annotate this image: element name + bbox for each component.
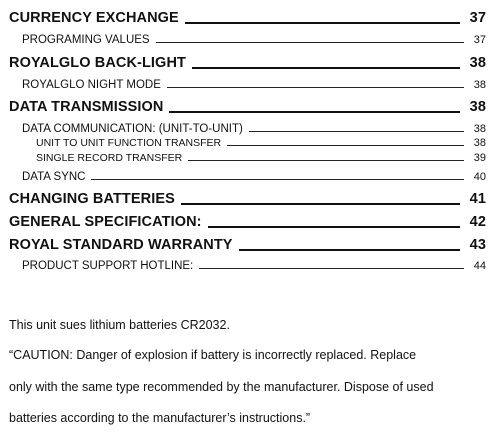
- toc-leader-line: [208, 226, 460, 228]
- toc-entry-single-record-transfer[interactable]: [36, 151, 486, 164]
- toc-leader-line: [169, 111, 459, 113]
- toc-entry-title: ROYAL STANDARD WARRANTY: [9, 237, 233, 253]
- toc-leader-line: [91, 179, 463, 180]
- caution-text-line-3: batteries according to the manufacturer’s instructions.”: [9, 411, 311, 425]
- toc-entry-title: PROGRAMING VALUES: [22, 34, 150, 46]
- toc-leader-line: [181, 203, 460, 205]
- toc-entry-page: 37: [469, 10, 486, 26]
- toc-entry-royalglo-back-light[interactable]: [9, 53, 486, 71]
- toc-leader-line: [239, 249, 460, 251]
- toc-entry-page: 39: [473, 152, 486, 164]
- toc-entry-title: SINGLE RECORD TRANSFER: [36, 152, 183, 164]
- toc-entry-page: 40: [473, 171, 486, 183]
- toc-entry-title: GENERAL SPECIFICATION:: [9, 214, 202, 230]
- toc-entry-programing-values[interactable]: [22, 32, 486, 46]
- toc-entry-title: DATA COMMUNICATION: (UNIT-TO-UNIT): [22, 123, 243, 135]
- toc-entry-product-support-hotline[interactable]: [22, 258, 486, 272]
- toc-entry-data-communication[interactable]: [22, 121, 486, 135]
- toc-entry-data-transmission[interactable]: [9, 97, 486, 115]
- toc-entry-data-sync[interactable]: [22, 169, 486, 183]
- toc-leader-line: [156, 42, 464, 43]
- toc-entry-royal-standard-warranty[interactable]: [9, 235, 486, 253]
- toc-entry-title: PRODUCT SUPPORT HOTLINE:: [22, 260, 194, 272]
- toc-entry-changing-batteries[interactable]: [9, 189, 486, 207]
- toc-entry-page: 38: [473, 123, 486, 135]
- toc-entry-page: 42: [469, 214, 486, 230]
- toc-entry-currency-exchange[interactable]: [9, 8, 486, 26]
- battery-type-note: This unit sues lithium batteries CR2032.: [9, 318, 230, 332]
- toc-entry-title: UNIT TO UNIT FUNCTION TRANSFER: [36, 137, 222, 149]
- toc-leader-line: [199, 268, 463, 269]
- toc-leader-line: [167, 87, 464, 88]
- toc-entry-title: CHANGING BATTERIES: [9, 191, 175, 207]
- toc-entry-page: 41: [469, 191, 486, 207]
- toc-entry-title: ROYALGLO BACK-LIGHT: [9, 55, 186, 71]
- toc-leader-line: [192, 67, 460, 69]
- toc-entry-page: 38: [469, 99, 486, 115]
- toc-leader-line: [227, 145, 464, 146]
- toc-entry-page: 44: [473, 260, 486, 272]
- toc-entry-page: 38: [469, 55, 486, 71]
- toc-leader-line: [188, 160, 464, 161]
- toc-entry-title: DATA SYNC: [22, 171, 86, 183]
- toc-entry-page: 43: [469, 237, 486, 253]
- toc-entry-title: ROYALGLO NIGHT MODE: [22, 79, 161, 91]
- caution-text-line-2: only with the same type recommended by the manufacturer. Dispose of used: [9, 380, 434, 394]
- toc-entry-royalglo-night-mode[interactable]: [22, 77, 486, 91]
- toc-entry-general-specification[interactable]: [9, 212, 486, 230]
- toc-entry-page: 38: [473, 79, 486, 91]
- toc-entry-title: DATA TRANSMISSION: [9, 99, 164, 115]
- toc-entry-page: 38: [473, 137, 486, 149]
- toc-leader-line: [185, 22, 460, 24]
- caution-text-line-1: “CAUTION: Danger of explosion if battery is incorrectly replaced. Replace: [9, 348, 417, 362]
- toc-entry-unit-to-unit-function-transfer[interactable]: [36, 136, 486, 149]
- toc-leader-line: [249, 131, 464, 132]
- toc-entry-title: CURRENCY EXCHANGE: [9, 10, 179, 26]
- toc-entry-page: 37: [473, 34, 486, 46]
